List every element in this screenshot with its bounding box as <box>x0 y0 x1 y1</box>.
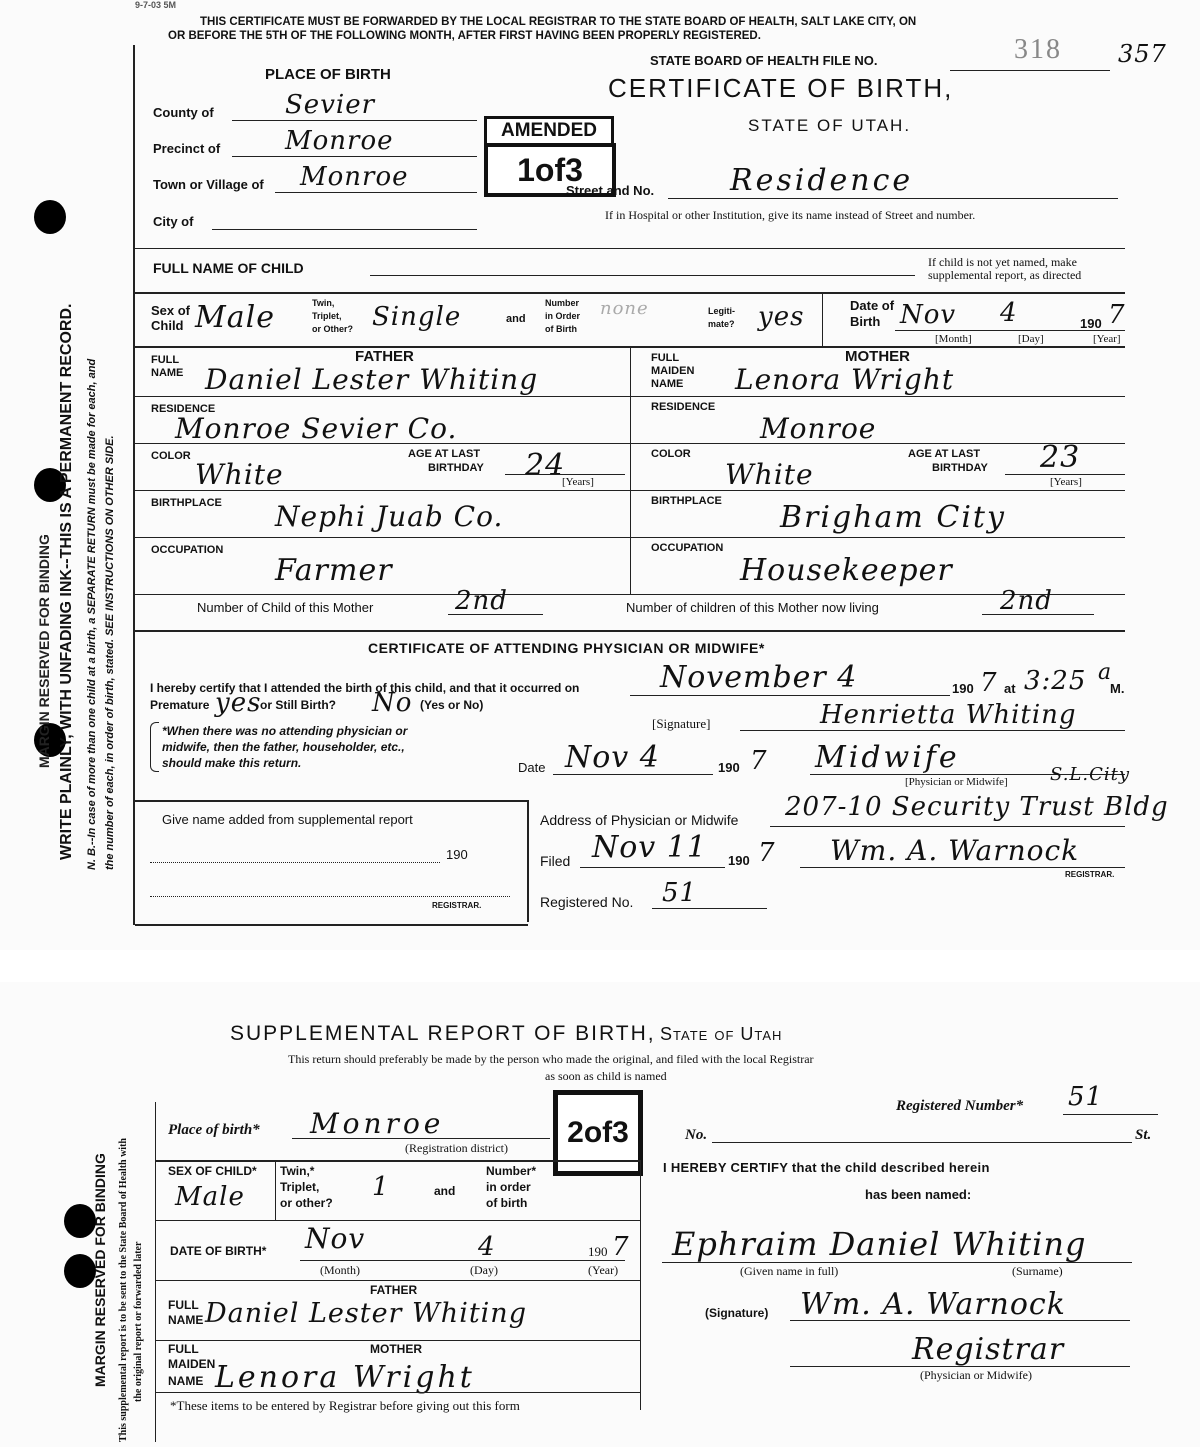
supp-twin-label-3: or other? <box>280 1196 333 1210</box>
supp-father-name: Daniel Lester Whiting <box>205 1298 527 1329</box>
page-count-stamp-1of3: 1of3 <box>484 143 616 197</box>
mother-heading: MOTHER <box>845 348 910 365</box>
supp-mother-name: Lenora Wright <box>215 1360 475 1395</box>
supp-child-name-line <box>662 1262 1132 1263</box>
page-count-stamp-2of3: 2of3 <box>553 1090 643 1176</box>
filed-year-prefix: 190 <box>728 853 750 868</box>
supp-mother-heading: MOTHER <box>370 1342 422 1356</box>
signature-line <box>740 730 1125 731</box>
place-value: Monroe <box>310 1107 445 1140</box>
supp-table-row-1 <box>155 1220 640 1221</box>
mother-age-label-2: BIRTHDAY <box>932 462 988 474</box>
midwife-value: Midwife <box>815 740 960 775</box>
certify-year-digit: 7 <box>980 668 998 698</box>
place-of-birth-heading: PLACE OF BIRTH <box>265 66 391 83</box>
supp-given-caption: (Given name in full) <box>740 1264 839 1278</box>
supp-sex-value: Male <box>175 1182 245 1212</box>
form-bottom-border <box>135 924 528 926</box>
supp-order-label-2: in order <box>486 1180 531 1194</box>
street-label: Street and No. <box>566 183 655 198</box>
father-age-label-1: AGE AT LAST <box>408 448 481 460</box>
child-number-label: Number of Child of this Mother <box>197 600 374 615</box>
certify-text: I hereby certify that I attended the birth of this child, and that it occurred on <box>150 681 580 695</box>
order-label-2: in Order <box>545 311 581 321</box>
sheet-gap <box>0 950 1200 982</box>
street-line <box>668 198 1118 199</box>
twin-label-2: Triplet, <box>312 311 342 321</box>
supp-physician-caption: (Physician or Midwife) <box>920 1368 1032 1382</box>
certify-m-label: M. <box>1110 681 1125 696</box>
registered-value: 51 <box>662 878 698 908</box>
mother-years-caption: [Years] <box>1050 476 1082 488</box>
supp-twin-value: 1 <box>372 1172 390 1202</box>
father-name-label: NAME <box>151 367 184 379</box>
slc-note: S.L.City <box>1050 764 1131 785</box>
registrar-caption: REGISTRAR. <box>1065 870 1115 879</box>
supp-dob-label: DATE OF BIRTH* <box>170 1244 267 1258</box>
file-no-label: STATE BOARD OF HEALTH FILE NO. <box>650 53 878 68</box>
county-line <box>232 120 477 121</box>
mother-maiden-label: MAIDEN <box>651 365 695 377</box>
supp-mother-full-label: FULL <box>168 1342 199 1356</box>
sex-label-1: Sex of <box>151 303 191 318</box>
supp-registrar-caption: REGISTRAR. <box>432 901 482 910</box>
supp-table-row-2 <box>155 1280 640 1281</box>
sign-date-label: Date <box>518 760 546 775</box>
mother-color: White <box>725 458 814 491</box>
dob-day: 4 <box>1000 298 1018 328</box>
supp-dob-day: 4 <box>478 1232 496 1262</box>
supp-box-right <box>527 800 529 922</box>
full-name-line <box>370 275 915 276</box>
mother-name: Lenora Wright <box>735 363 955 396</box>
father-name: Daniel Lester Whiting <box>205 363 539 396</box>
supp-certify-line-2: has been named: <box>865 1187 972 1202</box>
signature-label: [Signature] <box>652 716 711 731</box>
supplemental-intro-1: This return should preferably be made by the person who made the original, and filed with the local Registrar <box>288 1052 814 1066</box>
supp-sex-label: SEX OF CHILD* <box>168 1164 257 1178</box>
town-value: Monroe <box>300 162 409 192</box>
dob-label-1: Date of <box>850 298 895 313</box>
supp-box-title: Give name added from supplemental report <box>162 812 413 827</box>
full-name-label: FULL NAME OF CHILD <box>153 260 304 276</box>
certify-at-label: at <box>1004 681 1016 696</box>
dob-box-left <box>822 292 823 346</box>
supp-no-label: No. <box>685 1127 708 1143</box>
sex-label-2: Child <box>151 318 184 333</box>
physician-signature: Henrietta Whiting <box>820 700 1077 730</box>
supp-dob-line <box>300 1260 625 1261</box>
supp-footnote: *These items to be entered by Registrar before giving out this form <box>170 1398 520 1413</box>
precinct-line <box>232 156 477 157</box>
supplemental-report-sheet <box>0 982 1200 1447</box>
margin-instruction-main: WRITE PLAINLY, WITH UNFADING INK--THIS IS A PERMANENT RECORD. <box>58 303 75 860</box>
unnamed-note-2: supplemental report, as directed <box>928 268 1082 282</box>
mother-residence: Monroe <box>760 412 877 445</box>
supp-father-name-label: NAME <box>168 1313 204 1327</box>
county-label: County of <box>153 105 214 120</box>
supp-day-caption: (Day) <box>470 1263 498 1277</box>
physician-caption: [Physician or Midwife] <box>905 776 1008 788</box>
precinct-label: Precinct of <box>153 141 221 156</box>
supp-st-label: St. <box>1135 1127 1152 1143</box>
mother-age-label-1: AGE AT LAST <box>908 448 981 460</box>
legit-label-1: Legiti- <box>708 306 735 316</box>
supp-registered-value: 51 <box>1068 1082 1104 1112</box>
section-divider-5 <box>135 800 528 802</box>
mother-occupation-label: OCCUPATION <box>651 542 724 554</box>
sign-year-prefix: 190 <box>718 760 740 775</box>
father-heading: FATHER <box>355 348 414 365</box>
supp-month-caption: (Month) <box>320 1263 360 1277</box>
parents-row-line-4 <box>135 537 1125 538</box>
district-caption: (Registration district) <box>405 1141 508 1155</box>
dob-month: Nov <box>900 300 957 330</box>
supp-name-line <box>150 862 440 863</box>
supp-twin-label-2: Triplet, <box>280 1180 320 1194</box>
punch-hole-1 <box>34 200 66 234</box>
father-birthplace: Nephi Juab Co. <box>275 500 504 533</box>
supplemental-title <box>230 1022 782 1046</box>
notice-line-1: THIS CERTIFICATE MUST BE FORWARDED BY THE LOCAL REGISTRAR TO THE STATE BOARD OF HEALTH, SALT LAKE CITY, ON <box>200 16 917 28</box>
certify-time: 3:25 <box>1024 666 1087 696</box>
margin-note-2: the number of each, in order of birth, stated. SEE INSTRUCTIONS ON OTHER SIDE. <box>104 435 116 870</box>
supp-dob-month: Nov <box>305 1222 366 1255</box>
supplemental-intro-2: as soon as child is named <box>545 1069 667 1083</box>
section-divider-2 <box>135 292 1125 294</box>
bottom-form-left-border <box>155 1102 156 1442</box>
living-value: 2nd <box>1000 586 1053 616</box>
file-no-handwritten: 357 <box>1118 40 1167 68</box>
supp-father-full-label: FULL <box>168 1298 199 1312</box>
supp-surname-caption: (Surname) <box>1012 1264 1063 1278</box>
parents-row-line-3 <box>135 490 1125 491</box>
certify-date-line <box>630 695 950 696</box>
supp-year: 190 <box>446 847 468 862</box>
father-occupation: Farmer <box>275 553 393 588</box>
section-divider-1 <box>135 248 1125 249</box>
supp-registrar-title: Registrar <box>912 1332 1065 1367</box>
supplemental-title-main: SUPPLEMENTAL REPORT OF BIRTH, <box>230 1022 656 1045</box>
father-residence: Monroe Sevier Co. <box>175 412 458 445</box>
parents-row-line-1 <box>135 396 1125 397</box>
supp-certify-line-1: I HEREBY CERTIFY that the child described herein <box>663 1160 990 1175</box>
father-color-label: COLOR <box>151 450 191 462</box>
mother-occupation: Housekeeper <box>740 553 953 588</box>
supp-table-top <box>155 1160 640 1162</box>
notice-line-2: OR BEFORE THE 5TH OF THE FOLLOWING MONTH, AFTER FIRST HAVING BEEN PROPERLY REGISTERED. <box>168 30 761 42</box>
registered-line <box>652 908 767 909</box>
supp-registrar-title-line <box>790 1366 1130 1367</box>
address-label: Address of Physician or Midwife <box>540 812 739 828</box>
certify-year-prefix: 190 <box>952 681 974 696</box>
twin-label-1: Twin, <box>312 298 335 308</box>
supp-table-row-3 <box>155 1340 640 1341</box>
supp-registrar-signature: Wm. A. Warnock <box>800 1287 1066 1322</box>
supp-table-bottom <box>155 1392 640 1393</box>
mother-name-label: NAME <box>651 378 684 390</box>
town-label: Town or Village of <box>153 177 264 192</box>
yesno-label: (Yes or No) <box>420 698 484 712</box>
street-value: Residence <box>730 163 914 198</box>
town-line <box>275 192 477 193</box>
margin-binding-text: MARGIN RESERVED FOR BINDING <box>36 534 52 768</box>
hospital-note: If in Hospital or other Institution, give its name instead of Street and number. <box>605 208 976 222</box>
dob-day-caption: [Day] <box>1018 333 1044 345</box>
father-age: 24 <box>525 448 566 483</box>
living-label: Number of children of this Mother now living <box>626 600 879 615</box>
father-color: White <box>195 458 284 491</box>
when-note-3: should make this return. <box>162 756 302 770</box>
mother-birthplace: Brigham City <box>780 500 1006 535</box>
supp-year-caption: (Year) <box>588 1263 619 1277</box>
dob-label-2: Birth <box>850 314 881 329</box>
sign-date: Nov 4 <box>565 740 660 775</box>
supp-order-label-1: Number* <box>486 1164 537 1178</box>
supplemental-title-state: State of Utah <box>660 1024 783 1044</box>
order-label-3: of Birth <box>545 324 577 334</box>
father-residence-label: RESIDENCE <box>151 403 216 415</box>
stillbirth-label: or Still Birth? <box>260 698 336 712</box>
file-no-line <box>950 70 1110 71</box>
registrar-line <box>800 867 1125 868</box>
dob-year-caption: [Year] <box>1093 333 1121 345</box>
filed-year-digit: 7 <box>758 838 776 868</box>
legit-value: yes <box>758 302 805 332</box>
supp-street-line <box>712 1142 1132 1143</box>
dob-line <box>895 330 1125 331</box>
form-left-border <box>133 45 135 925</box>
supp-child-name: Ephraim Daniel Whiting <box>672 1225 1087 1263</box>
father-age-label-2: BIRTHDAY <box>428 462 484 474</box>
supp-registered-label: Registered Number* <box>896 1098 1024 1114</box>
order-value: none <box>600 298 649 319</box>
city-line <box>212 229 477 230</box>
margin-binding-text-bottom: MARGIN RESERVED FOR BINDING <box>92 1153 108 1387</box>
supp-twin-label-1: Twin,* <box>280 1164 315 1178</box>
supp-order-label-3: of birth <box>486 1196 528 1210</box>
section-divider-4 <box>135 630 1125 632</box>
parents-row-line-5 <box>135 594 1125 595</box>
place-label: Place of birth* <box>168 1122 260 1138</box>
filed-date: Nov 11 <box>592 830 707 865</box>
sex-value: Male <box>195 300 275 335</box>
father-occupation-label: OCCUPATION <box>151 544 224 556</box>
margin-note-1: N. B.--In case of more than one child at a birth, a SEPARATE RETURN must be made for each, and <box>86 358 98 870</box>
supp-mother-maiden-label: MAIDEN <box>168 1357 216 1371</box>
father-age-line <box>505 474 625 475</box>
legit-label-2: mate? <box>708 319 735 329</box>
unnamed-note-1: If child is not yet named, make <box>928 255 1077 269</box>
margin-note-bottom-2: the original report or forwarded later <box>133 1241 144 1402</box>
twin-and-label: and <box>506 313 526 325</box>
form-code: 9-7-03 5M <box>135 0 177 10</box>
certify-am: a <box>1098 660 1113 685</box>
father-full-label: FULL <box>151 354 180 366</box>
supp-father-heading: FATHER <box>370 1283 418 1297</box>
stillbirth-value: No <box>372 688 413 718</box>
supp-sex-divider <box>275 1160 276 1220</box>
filed-label: Filed <box>540 853 571 869</box>
supp-registered-line <box>1063 1114 1158 1115</box>
certify-date: November 4 <box>660 660 858 695</box>
registered-label: Registered No. <box>540 894 634 910</box>
mother-birthplace-label: BIRTHPLACE <box>651 495 722 507</box>
supp-dob-year-prefix: 190 <box>588 1244 608 1259</box>
county-value: Sevier <box>285 90 376 120</box>
supp-table-right <box>640 1160 641 1410</box>
twin-label-3: or Other? <box>312 324 354 334</box>
dob-year-prefix: 190 <box>1080 316 1102 331</box>
dob-year-digit: 7 <box>1108 300 1126 330</box>
filed-line <box>580 867 725 868</box>
supp-mother-name-label: NAME <box>168 1374 204 1388</box>
certificate-subtitle: STATE OF UTAH. <box>748 116 912 135</box>
margin-note-bottom-1: This supplemental report is to be sent to the State Board of Health with <box>118 1138 129 1442</box>
physician-heading: CERTIFICATE OF ATTENDING PHYSICIAN OR MIDWIFE* <box>368 640 765 656</box>
address-line <box>770 826 1125 827</box>
amended-stamp: AMENDED <box>484 116 614 146</box>
when-note-2: midwife, then the father, householder, etc., <box>162 740 405 754</box>
supp-signature-label: (Signature) <box>705 1306 769 1320</box>
supp-dob-year-digit: 7 <box>612 1232 630 1262</box>
city-label: City of <box>153 214 194 229</box>
address-value: 207-10 Security Trust Bldg <box>785 792 1169 822</box>
mother-age: 23 <box>1040 440 1081 475</box>
father-birthplace-label: BIRTHPLACE <box>151 497 222 509</box>
mother-age-line <box>1005 474 1125 475</box>
supp-and-label: and <box>434 1184 456 1198</box>
certificate-title: CERTIFICATE OF BIRTH, <box>608 73 954 103</box>
order-label-1: Number <box>545 298 580 308</box>
file-no-stamp: 318 <box>1014 34 1062 65</box>
mother-color-label: COLOR <box>651 448 691 460</box>
registrar-signature: Wm. A. Warnock <box>830 834 1080 867</box>
twin-value: Single <box>372 302 462 332</box>
sign-year-digit: 7 <box>750 746 768 776</box>
mother-residence-label: RESIDENCE <box>651 401 716 413</box>
premature-value: yes <box>215 688 262 718</box>
when-note-1: *When there was no attending physician or <box>162 724 408 738</box>
supp-registrar-line <box>150 896 510 897</box>
parents-divider <box>630 346 631 594</box>
parents-row-line-2 <box>135 443 1125 444</box>
child-number-value: 2nd <box>455 586 508 616</box>
when-note-bracket <box>150 722 159 772</box>
dob-month-caption: [Month] <box>935 333 972 345</box>
mother-full-label: FULL <box>651 352 680 364</box>
father-years-caption: [Years] <box>562 476 594 488</box>
premature-label: Premature <box>150 698 210 712</box>
precinct-value: Monroe <box>285 126 394 156</box>
